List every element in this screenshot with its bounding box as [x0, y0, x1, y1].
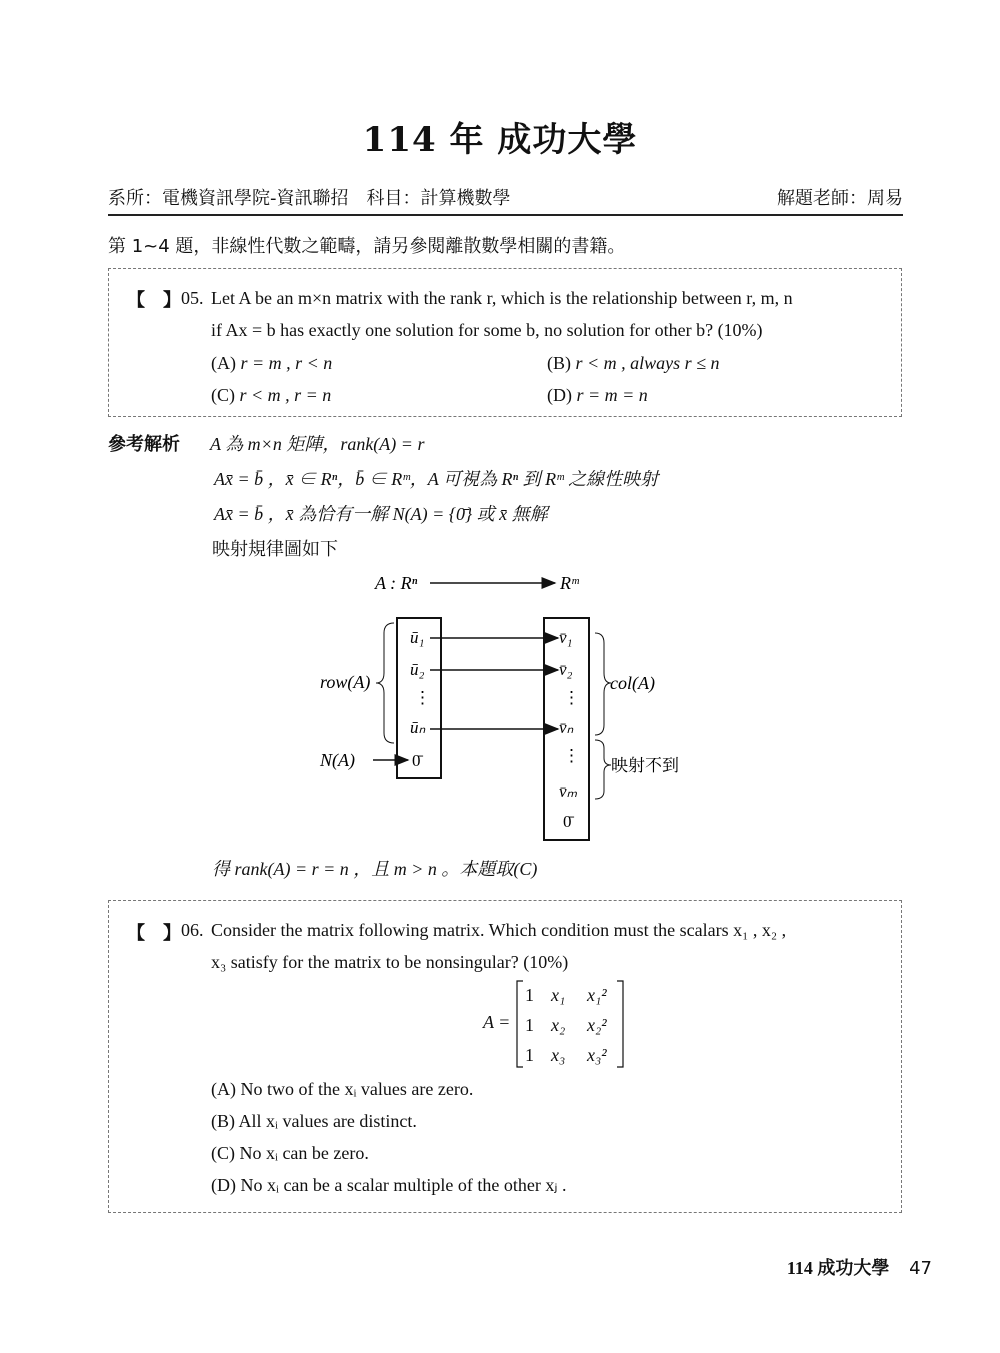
domain-item-n: ūₙ	[410, 718, 426, 737]
matrix-cell: 1	[525, 985, 534, 1005]
question-05-box	[108, 268, 902, 417]
page-title: 114 年 成功大學	[362, 120, 638, 160]
matrix-cell: x₁	[551, 985, 566, 1005]
department-subject: 系所：電機資訊學院-資訊聯招 科目：計算機數學	[108, 188, 511, 209]
question-text-line1: Let A be an m×n matrix with the rank r, which is the relationship between r, m, n	[211, 288, 793, 308]
question-text-line2: x₃ satisfy for the matrix to be nonsingular? (10%)	[211, 952, 569, 972]
question-text-line2: if Ax = b has exactly one solution for some b, no solution for other b? (10%)	[211, 320, 763, 340]
footer-school: 114 成功大學	[786, 1258, 890, 1278]
option-b: (B) All xᵢ values are distinct.	[211, 1111, 417, 1131]
codomain-item-n: v̄ₙ	[559, 718, 574, 737]
matrix-cell: x₂²	[587, 1015, 607, 1035]
option-c: (C) No xᵢ can be zero.	[211, 1143, 369, 1163]
matrix-cell: 1	[525, 1045, 534, 1065]
teacher-name: 解題老師：周易	[777, 188, 903, 209]
option-d: (D) r = m = n	[547, 385, 648, 405]
matrix-cell: x₃	[551, 1045, 566, 1065]
intro-note: 第 1~4 題，非線性代數之範疇，請另參閱離散數學相關的書籍。	[108, 236, 626, 257]
domain-item-2: ū₂	[410, 660, 425, 679]
codomain-item-m: v̄ₘ	[559, 782, 578, 801]
analysis-label: 參考解析	[108, 434, 180, 455]
option-d: (D) No xᵢ can be a scalar multiple of the other xⱼ .	[211, 1175, 567, 1195]
codomain-item-2: v̄₂	[559, 660, 573, 679]
analysis-conclusion: 得 rank(A) = r = n ，且 m > n 。本題取(C)	[212, 859, 538, 879]
analysis-line4: 映射規律圖如下	[212, 539, 338, 560]
codomain-dots-1: ⋮	[563, 688, 580, 707]
matrix-lhs: A =	[483, 1012, 511, 1032]
question-number: 05.	[181, 288, 204, 308]
option-a: (A) r = m , r < n	[211, 353, 333, 373]
matrix-cell: 1	[525, 1015, 534, 1035]
row-brace	[376, 623, 394, 743]
question-number: 06.	[181, 920, 204, 940]
matrix-a	[479, 979, 629, 1069]
option-a: (A) No two of the xᵢ values are zero.	[211, 1079, 474, 1099]
unmapped-brace	[595, 740, 611, 799]
analysis-line2: Ax̄ = b̄ ，x̄ ∈ Rⁿ，b̄ ∈ Rᵐ，A 可視為 Rⁿ 到 Rᵐ 之線性映射	[214, 469, 659, 489]
codomain-label: Rᵐ	[560, 573, 579, 593]
mapping-diagram	[300, 565, 720, 850]
codomain-item-1: v̄₁	[559, 628, 573, 647]
col-space-label: col(A)	[610, 673, 655, 693]
question-06-box	[108, 900, 902, 1213]
question-text-line1: Consider the matrix following matrix. Which condition must the scalars x₁ , x₂ ,	[211, 920, 787, 940]
option-b: (B) r < m , always r ≤ n	[547, 353, 720, 373]
matrix-cell: x₃²	[587, 1045, 607, 1065]
domain-zero: 0̄	[412, 751, 421, 770]
page-footer	[787, 1254, 932, 1280]
domain-dots: ⋮	[414, 688, 431, 707]
matrix-cell: x₁²	[587, 985, 607, 1005]
header-row	[108, 184, 903, 216]
unmapped-label: 映射不到	[611, 756, 679, 776]
matrix-cell: x₂	[551, 1015, 566, 1035]
null-space-label: N(A)	[320, 750, 355, 770]
codomain-zero: 0̄	[563, 812, 572, 831]
col-brace	[595, 633, 611, 735]
option-c: (C) r < m , r = n	[211, 385, 332, 405]
row-space-label: row(A)	[320, 672, 371, 692]
answer-bracket: 【 】	[127, 923, 181, 944]
codomain-dots-2: ⋮	[563, 746, 580, 765]
analysis-line1: A 為 m×n 矩陣，rank(A) = r	[210, 434, 425, 454]
map-label: A : Rⁿ	[375, 573, 418, 593]
analysis-line3: Ax̄ = b̄ ，x̄ 為恰有一解 N(A) = {0̄} 或 x̄ 無解	[214, 504, 548, 524]
domain-item-1: ū₁	[410, 628, 425, 647]
page-number: 47	[909, 1258, 932, 1279]
answer-bracket: 【 】	[127, 290, 181, 311]
